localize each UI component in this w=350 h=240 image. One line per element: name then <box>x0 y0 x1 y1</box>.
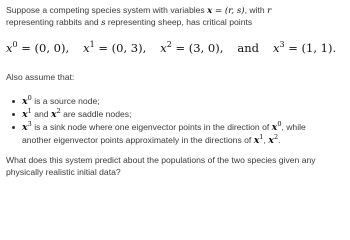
var-s: s <box>101 18 106 28</box>
question-line-1: What does this system predict about the populations of the two species given any <box>6 155 316 165</box>
assumption-item-saddle: $x^1$ and $x^2$ are saddle nodes; <box>10 108 346 121</box>
critical-point-2: $x^2 = (3$, 0), <box>160 40 224 55</box>
vector-definition: = (r, s) <box>214 6 245 16</box>
vector-x: x <box>207 6 213 16</box>
question-line-2: physically realistic initial data? <box>6 167 121 177</box>
intro-line-1 <box>6 5 271 17</box>
critical-points-equation <box>6 41 336 55</box>
assume-heading: Also assume that: <box>6 72 75 82</box>
critical-point-0: $x^0 = (0$, 0), <box>6 40 70 55</box>
connector-and: and <box>237 41 259 55</box>
assumption-item-sink: $x^3$ is a sink node where one eigenvector points in the direction of $x^0$, while <box>10 121 346 134</box>
intro-text-1: Suppose a competing species system with variables <box>6 5 208 15</box>
critical-point-1: $x^1 = (0$, 3), <box>83 40 147 55</box>
assumption-item-sink-continued: another eigenvector points approximately in the directions of $x^1$, $x^2$. <box>22 133 281 146</box>
assumption-list <box>10 95 346 147</box>
intro-text-2: , with <box>244 5 268 15</box>
var-r: r <box>267 6 272 16</box>
intro-text-4: representing sheep, has critical points <box>105 17 253 27</box>
intro-line-2 <box>6 17 252 29</box>
critical-point-3: $x^3 = (1$, 1). <box>273 40 337 55</box>
intro-text-3: representing rabbits and <box>6 17 102 27</box>
assumption-item-source: $x^0$ is a source node; <box>10 95 346 108</box>
